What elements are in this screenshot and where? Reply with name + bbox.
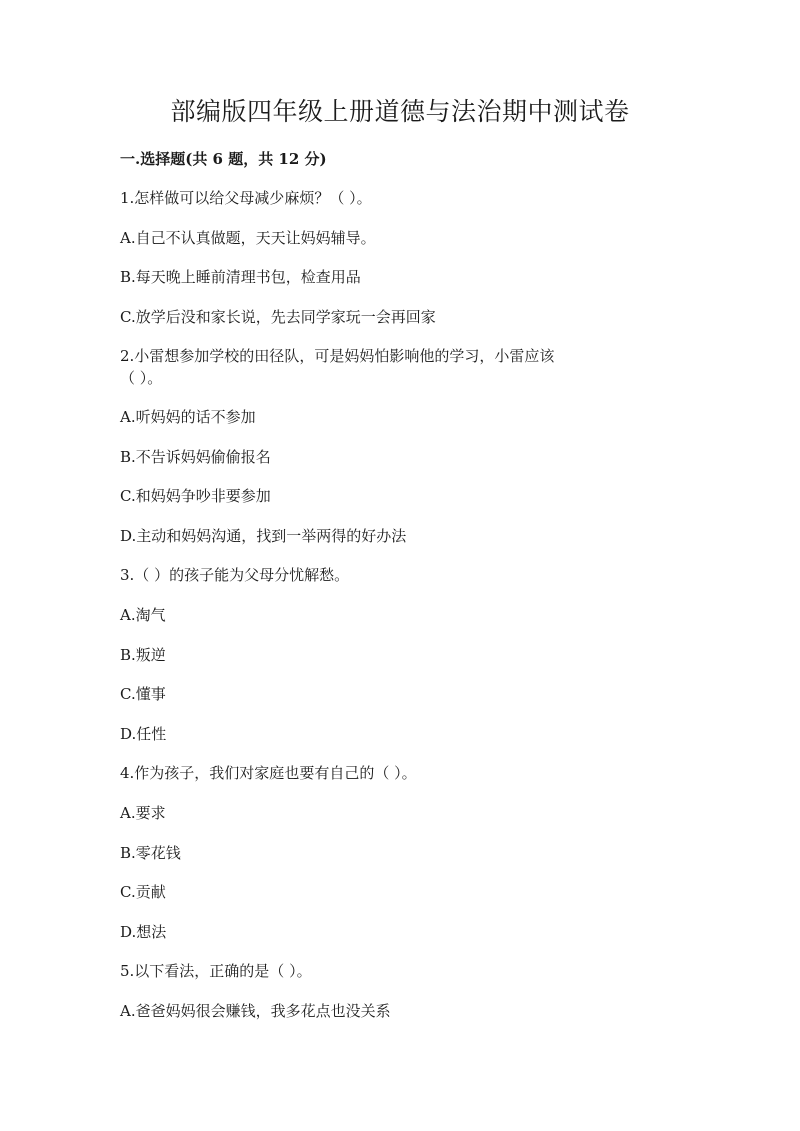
question-5-stem: 5.以下看法，正确的是（ ）。 <box>120 962 312 980</box>
question-2-option-c: C.和妈妈争吵非要参加 <box>120 487 271 505</box>
question-2-option-a: A.听妈妈的话不参加 <box>120 408 256 426</box>
question-4-option-a: A.要求 <box>120 804 166 822</box>
question-1-option-a: A.自己不认真做题，天天让妈妈辅导。 <box>120 229 376 247</box>
question-4-option-c: C.贡献 <box>120 883 166 901</box>
question-2-option-b: B.不告诉妈妈偷偷报名 <box>120 448 271 466</box>
question-4-stem: 4.作为孩子，我们对家庭也要有自己的（ ）。 <box>120 764 417 782</box>
page-title: 部编版四年级上册道德与法治期中测试卷 <box>170 97 630 126</box>
question-1-stem: 1.怎样做可以给父母减少麻烦？（ ）。 <box>120 189 372 207</box>
question-3-option-b: B.叛逆 <box>120 646 166 664</box>
question-1-option-c: C.放学后没和家长说，先去同学家玩一会再回家 <box>120 308 436 326</box>
question-4-option-d: D.想法 <box>120 923 167 941</box>
question-4-option-b: B.零花钱 <box>120 844 181 862</box>
question-2-option-d: D.主动和妈妈沟通，找到一举两得的好办法 <box>120 527 407 545</box>
question-3-option-c: C.懂事 <box>120 685 166 703</box>
question-3-stem: 3.（ ）的孩子能为父母分忧解愁。 <box>120 566 350 584</box>
question-1-option-b: B.每天晚上睡前清理书包，检查用品 <box>120 268 361 286</box>
question-2-stem-line1: 2.小雷想参加学校的田径队，可是妈妈怕影响他的学习，小雷应该 <box>120 347 555 365</box>
question-3-option-a: A.淘气 <box>120 606 166 624</box>
question-3-option-d: D.任性 <box>120 725 167 743</box>
question-2-stem-line2: （ ）。 <box>120 369 163 387</box>
section-heading: 一.选择题(共 6 题，共 12 分) <box>120 150 327 168</box>
question-5-option-a: A.爸爸妈妈很会赚钱，我多花点也没关系 <box>120 1002 391 1020</box>
